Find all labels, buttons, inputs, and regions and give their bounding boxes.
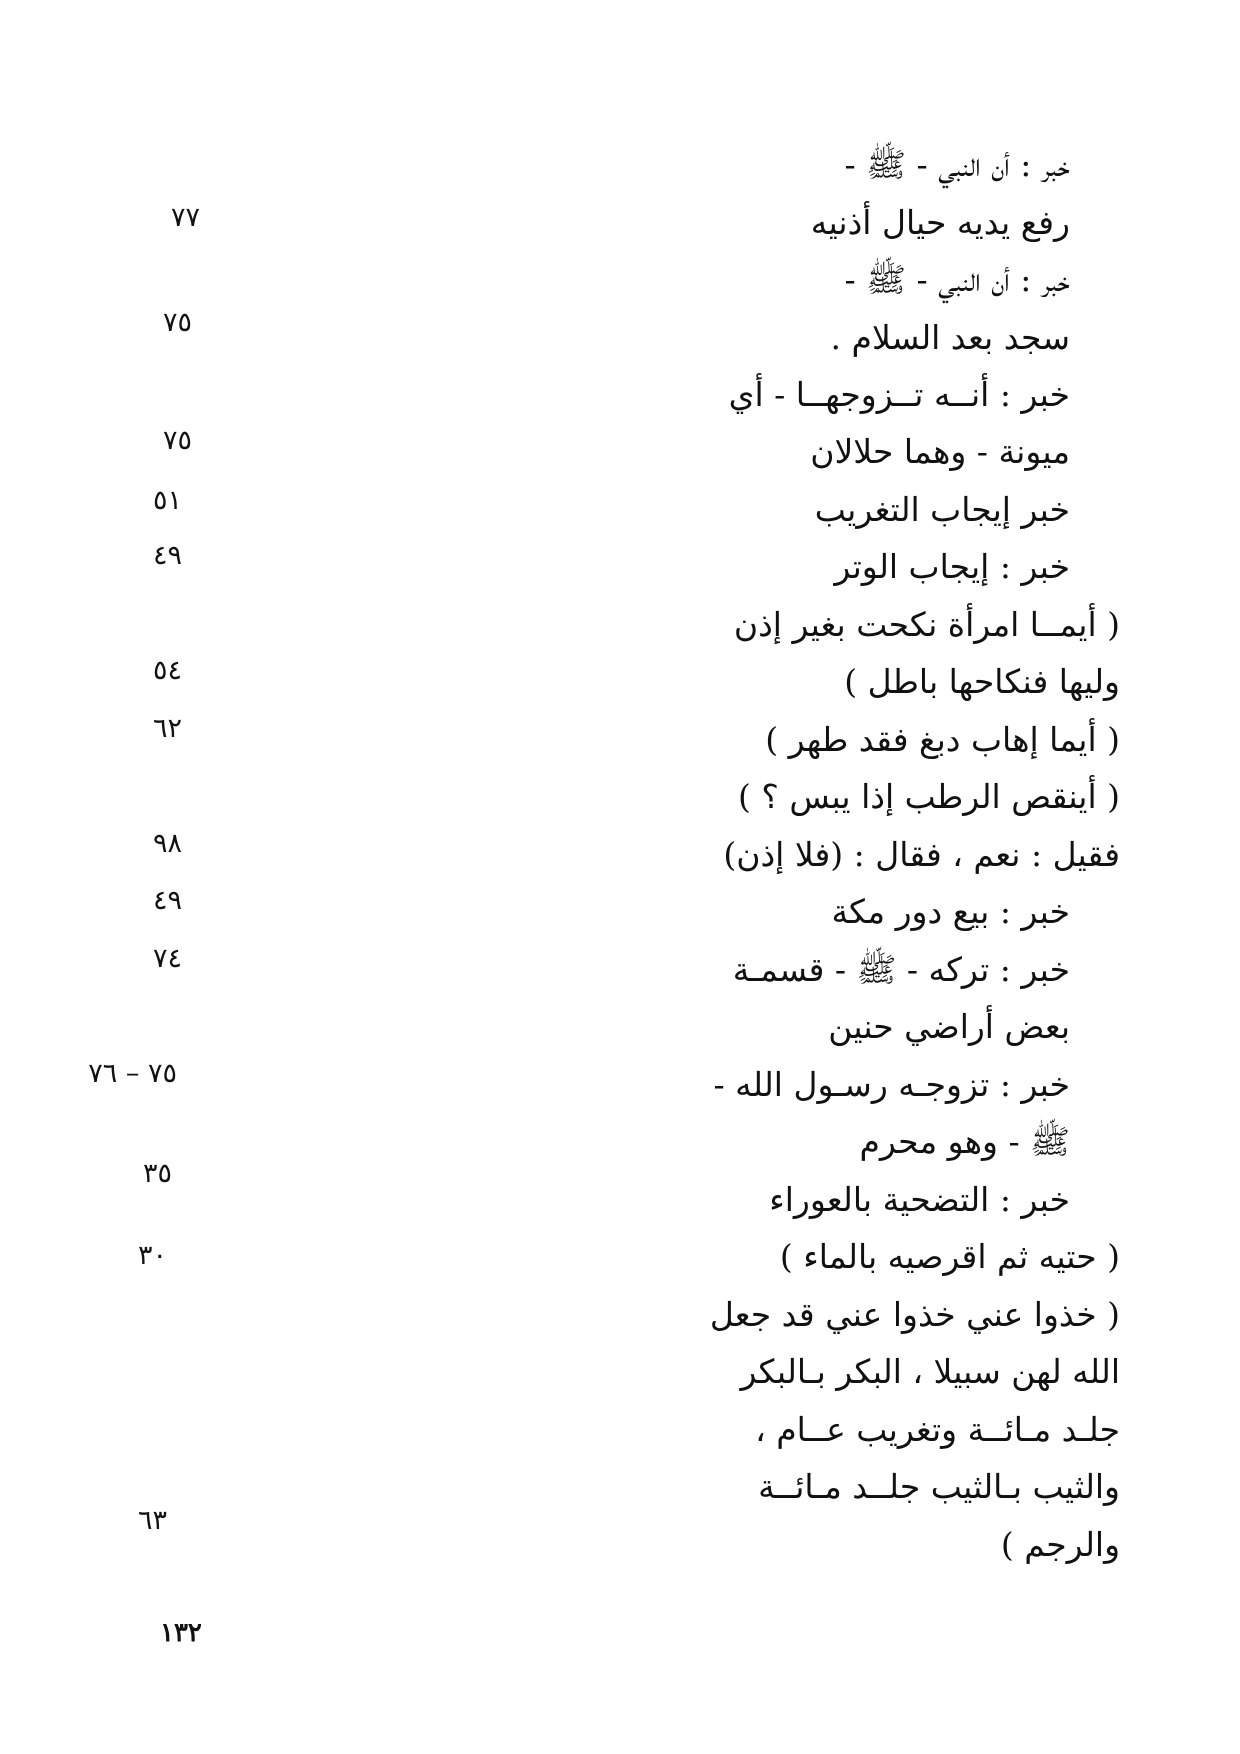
page-reference: ٩٨ [152, 828, 182, 859]
page-reference: ٤٩ [152, 540, 182, 571]
index-line: بعض أراضي حنين [828, 1007, 1070, 1046]
index-line: خبر : بيع دور مكة [831, 892, 1070, 931]
page-reference: ٧٧ [170, 202, 200, 233]
index-line: والرجم ) [1000, 1525, 1120, 1564]
index-line: خبر : التضحية بالعوراء [769, 1180, 1070, 1219]
index-line: خبر : أن النبي - ﷺ - [844, 260, 1070, 299]
page-reference: ٧٤ [152, 943, 182, 974]
index-line: ميونة - وهما حلالان [810, 432, 1070, 471]
index-line: فقيل : نعم ، فقال : (فلا إذن) [723, 835, 1120, 874]
index-line: خبر : تركه - ﷺ - قسمـة [732, 950, 1070, 989]
page-number: ١٣٢ [160, 1618, 202, 1648]
index-line: الله لهن سبيلا ، البكر بـالبكر [740, 1352, 1120, 1391]
page-reference: ٥٤ [152, 655, 182, 686]
page-reference: ٧٥ [162, 307, 192, 338]
page-reference: ٤٩ [152, 885, 182, 916]
page-reference: ٦٣ [137, 1505, 167, 1536]
page-reference: ٣٥ [142, 1158, 172, 1189]
page-reference: ٧٥ – ٧٦ [88, 1058, 177, 1089]
page-reference: ٦٢ [152, 713, 182, 744]
index-line: خبر : تزوجـه رسـول الله - [713, 1065, 1070, 1104]
index-line: ( حتيه ثم اقرصيه بالماء ) [779, 1237, 1120, 1276]
index-line: جلـد مـائــة وتغريب عــام ، [755, 1410, 1120, 1449]
index-line: سجد بعد السلام . [830, 318, 1070, 357]
index-line: خبر : إيجاب الوتر [834, 547, 1070, 586]
index-line: خبر إيجاب التغريب [814, 490, 1070, 529]
index-line: ( أينقص الرطب إذا يبس ؟ ) [738, 777, 1120, 816]
page-reference: ٥١ [152, 485, 182, 516]
index-line: ﷺ - وهو محرم [859, 1122, 1070, 1161]
index-line: والثيب بـالثيب جلــد مـائــة [758, 1467, 1120, 1506]
index-line: وليها فنكاحها باطل ) [844, 662, 1120, 701]
index-line: رفع يديه حيال أذنيه [810, 203, 1070, 242]
index-line: ( خذوا عني خذوا عني قد جعل [709, 1295, 1120, 1334]
page-reference: ٧٥ [162, 425, 192, 456]
index-line: خبر : أن النبي - ﷺ - [844, 145, 1070, 184]
index-line: خبر : أنــه تــزوجهــا - أي [728, 375, 1070, 414]
page-reference: ٣٠ [137, 1240, 167, 1271]
index-line: ( أيما إهاب دبغ فقد طهر ) [765, 720, 1120, 759]
index-line: ( أيمــا امرأة نكحت بغير إذن [733, 605, 1120, 644]
